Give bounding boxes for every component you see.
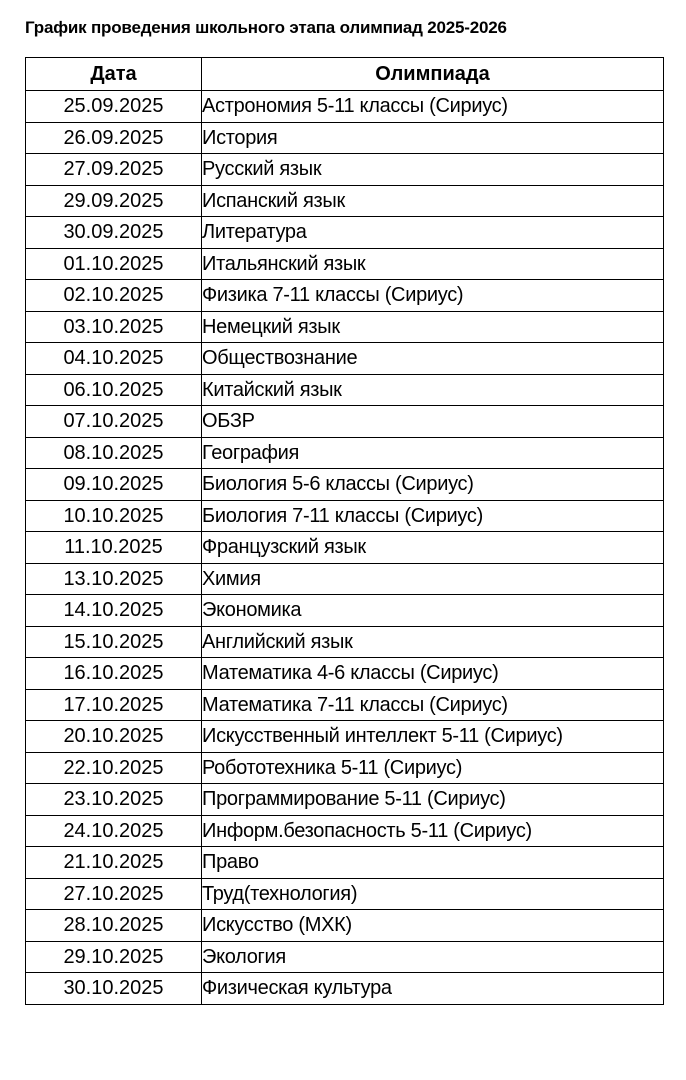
table-row (26, 374, 664, 406)
date-cell: 26.09.2025 (26, 122, 202, 154)
table-row (26, 532, 664, 564)
olympiad-cell: Физическая культура (202, 973, 664, 1005)
date-cell: 07.10.2025 (26, 406, 202, 438)
table-row (26, 469, 664, 501)
table-row (26, 280, 664, 312)
date-cell: 10.10.2025 (26, 500, 202, 532)
date-cell: 24.10.2025 (26, 815, 202, 847)
table-row (26, 185, 664, 217)
olympiad-cell: География (202, 437, 664, 469)
olympiad-cell: Китайский язык (202, 374, 664, 406)
olympiad-cell: Программирование 5-11 (Сириус) (202, 784, 664, 816)
date-cell: 23.10.2025 (26, 784, 202, 816)
table-row (26, 973, 664, 1005)
table-row (26, 595, 664, 627)
table-row (26, 752, 664, 784)
table-row (26, 910, 664, 942)
date-column-header: Дата (26, 58, 202, 91)
table-body (26, 91, 664, 1005)
olympiad-cell: Испанский язык (202, 185, 664, 217)
table-row (26, 626, 664, 658)
date-cell: 13.10.2025 (26, 563, 202, 595)
olympiad-cell: Экология (202, 941, 664, 973)
table-row (26, 500, 664, 532)
olympiad-cell: Биология 7-11 классы (Сириус) (202, 500, 664, 532)
table-row (26, 815, 664, 847)
table-row (26, 721, 664, 753)
olympiad-cell: Информ.безопасность 5-11 (Сириус) (202, 815, 664, 847)
date-cell: 20.10.2025 (26, 721, 202, 753)
table-row (26, 122, 664, 154)
date-cell: 27.09.2025 (26, 154, 202, 186)
olympiad-cell: Математика 7-11 классы (Сириус) (202, 689, 664, 721)
date-cell: 29.09.2025 (26, 185, 202, 217)
document-title: График проведения школьного этапа олимпиад 2025-2026 (25, 18, 507, 37)
olympiad-cell: Итальянский язык (202, 248, 664, 280)
olympiad-column-header: Олимпиада (202, 58, 664, 91)
table-row (26, 941, 664, 973)
date-cell: 29.10.2025 (26, 941, 202, 973)
date-cell: 04.10.2025 (26, 343, 202, 375)
olympiad-cell: Труд(технология) (202, 878, 664, 910)
date-cell: 25.09.2025 (26, 91, 202, 123)
olympiad-cell: Право (202, 847, 664, 879)
date-cell: 14.10.2025 (26, 595, 202, 627)
table-row (26, 847, 664, 879)
olympiad-schedule-table (25, 57, 664, 1005)
olympiad-cell: Химия (202, 563, 664, 595)
date-cell: 01.10.2025 (26, 248, 202, 280)
table-row (26, 784, 664, 816)
date-cell: 28.10.2025 (26, 910, 202, 942)
date-cell: 22.10.2025 (26, 752, 202, 784)
olympiad-cell: Математика 4-6 классы (Сириус) (202, 658, 664, 690)
date-cell: 02.10.2025 (26, 280, 202, 312)
olympiad-cell: Русский язык (202, 154, 664, 186)
olympiad-cell: Немецкий язык (202, 311, 664, 343)
olympiad-cell: Робототехника 5-11 (Сириус) (202, 752, 664, 784)
date-cell: 11.10.2025 (26, 532, 202, 564)
olympiad-cell: Обществознание (202, 343, 664, 375)
olympiad-cell: Литература (202, 217, 664, 249)
date-cell: 09.10.2025 (26, 469, 202, 501)
header-row (26, 58, 664, 91)
table-row (26, 154, 664, 186)
table-row (26, 658, 664, 690)
table-row (26, 563, 664, 595)
date-cell: 06.10.2025 (26, 374, 202, 406)
table-row (26, 217, 664, 249)
date-cell: 30.09.2025 (26, 217, 202, 249)
date-cell: 08.10.2025 (26, 437, 202, 469)
date-cell: 27.10.2025 (26, 878, 202, 910)
olympiad-cell: Французский язык (202, 532, 664, 564)
table-row (26, 311, 664, 343)
olympiad-cell: Искусство (МХК) (202, 910, 664, 942)
olympiad-cell: Экономика (202, 595, 664, 627)
table-row (26, 343, 664, 375)
olympiad-cell: ОБЗР (202, 406, 664, 438)
date-cell: 30.10.2025 (26, 973, 202, 1005)
date-cell: 03.10.2025 (26, 311, 202, 343)
date-cell: 16.10.2025 (26, 658, 202, 690)
table-row (26, 406, 664, 438)
table-row (26, 689, 664, 721)
date-cell: 15.10.2025 (26, 626, 202, 658)
date-cell: 17.10.2025 (26, 689, 202, 721)
olympiad-cell: История (202, 122, 664, 154)
olympiad-cell: Биология 5-6 классы (Сириус) (202, 469, 664, 501)
table-row (26, 437, 664, 469)
table-row (26, 878, 664, 910)
table-row (26, 91, 664, 123)
olympiad-cell: Астрономия 5-11 классы (Сириус) (202, 91, 664, 123)
olympiad-cell: Искусственный интеллект 5-11 (Сириус) (202, 721, 664, 753)
table-row (26, 248, 664, 280)
olympiad-cell: Английский язык (202, 626, 664, 658)
date-cell: 21.10.2025 (26, 847, 202, 879)
olympiad-cell: Физика 7-11 классы (Сириус) (202, 280, 664, 312)
table-header (26, 58, 664, 91)
